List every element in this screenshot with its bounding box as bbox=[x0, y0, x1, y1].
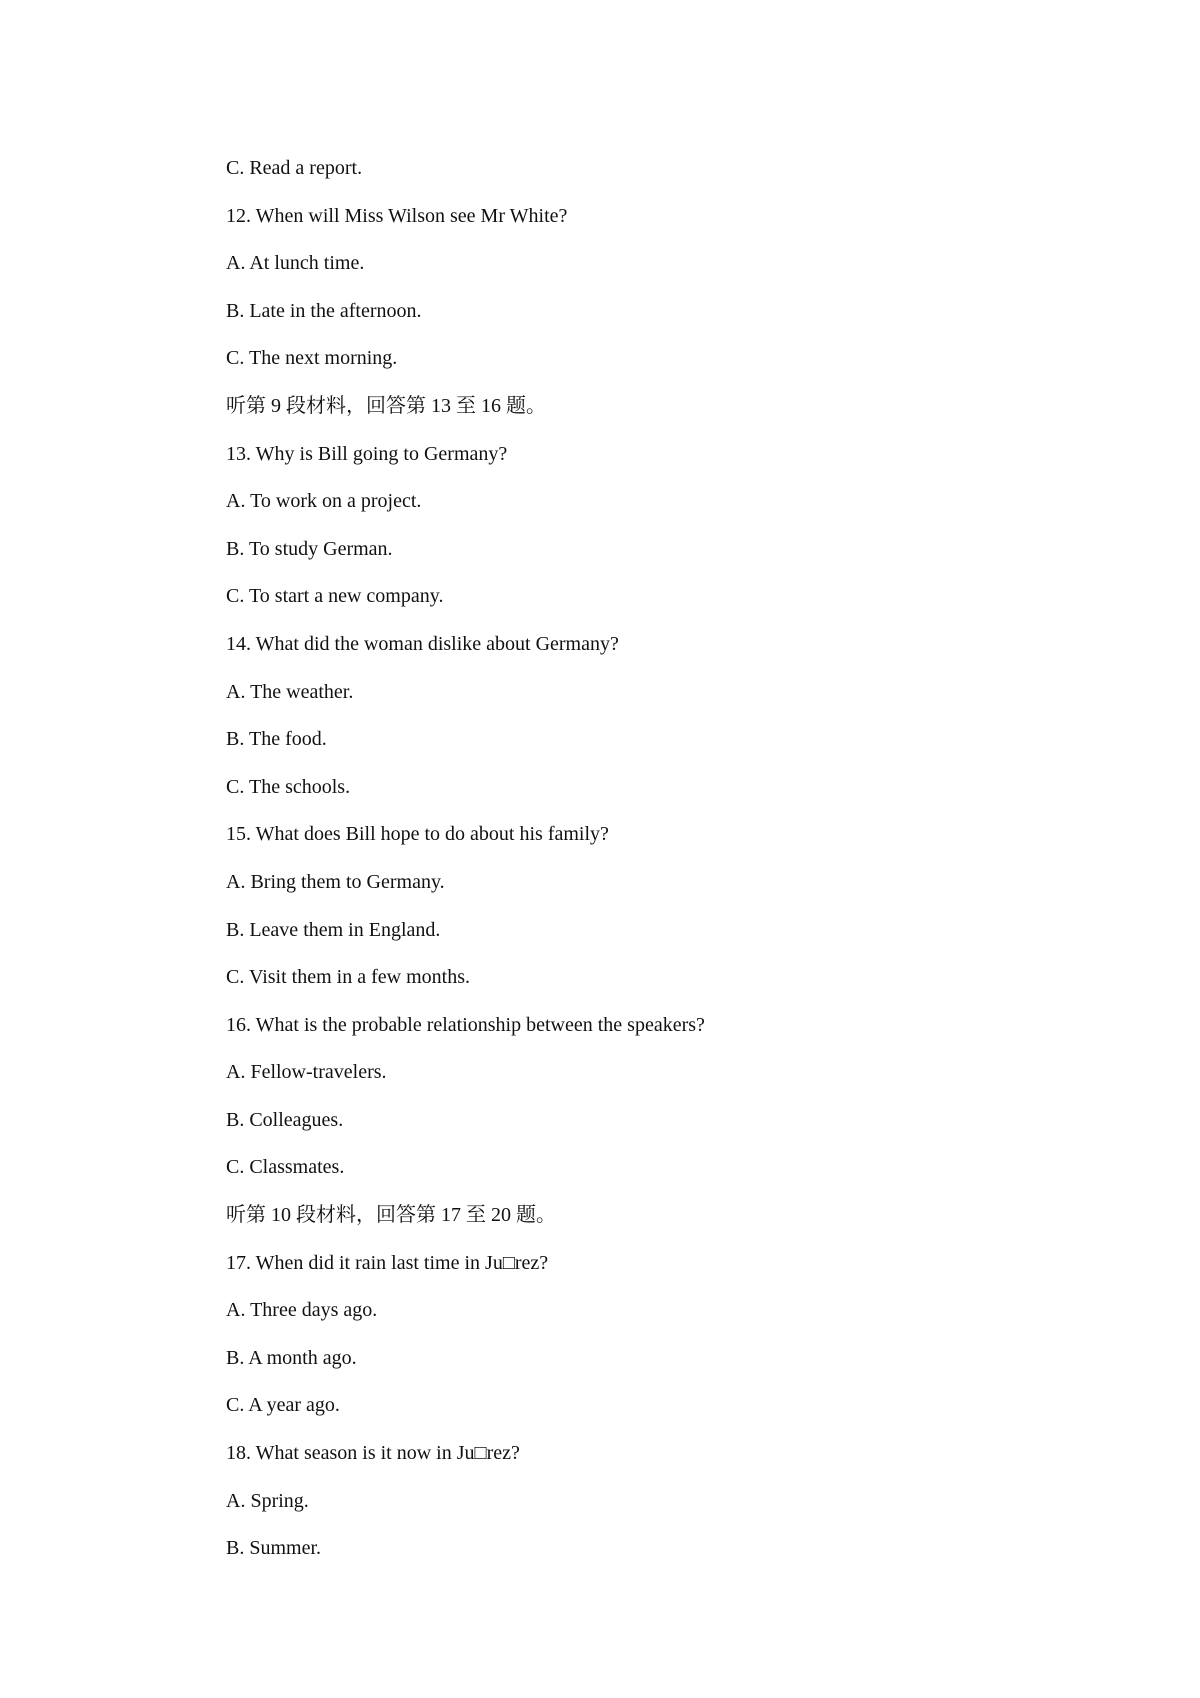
question-line: 13. Why is Bill going to Germany? bbox=[226, 442, 508, 465]
option-line: B. Leave them in England. bbox=[226, 918, 441, 941]
option-line: A. At lunch time. bbox=[226, 252, 365, 275]
option-line: B. A month ago. bbox=[226, 1346, 357, 1369]
option-line: B. Colleagues. bbox=[226, 1108, 344, 1131]
option-line: C. The schools. bbox=[226, 775, 351, 798]
question-line: 16. What is the probable relationship between the speakers? bbox=[226, 1013, 705, 1036]
option-line: A. The weather. bbox=[226, 680, 354, 703]
section-instruction: 听第 9 段材料，回答第 13 至 16 题。 bbox=[226, 394, 546, 417]
option-line: C. The next morning. bbox=[226, 347, 398, 370]
option-line: A. Spring. bbox=[226, 1489, 309, 1512]
question-line: 14. What did the woman dislike about Germany? bbox=[226, 632, 619, 655]
option-line: B. Late in the afternoon. bbox=[226, 299, 422, 322]
section-instruction: 听第 10 段材料，回答第 17 至 20 题。 bbox=[226, 1204, 556, 1227]
option-line: C. Visit them in a few months. bbox=[226, 966, 470, 989]
option-line: C. Classmates. bbox=[226, 1156, 345, 1179]
option-line: B. The food. bbox=[226, 728, 327, 751]
option-line: C. Read a report. bbox=[226, 157, 363, 179]
option-line: B. Summer. bbox=[226, 1537, 322, 1560]
question-list bbox=[226, 156, 705, 1584]
option-line: A. Fellow-travelers. bbox=[226, 1061, 387, 1084]
option-line: A. Three days ago. bbox=[226, 1299, 378, 1322]
question-line: 15. What does Bill hope to do about his family? bbox=[226, 823, 609, 846]
option-line: C. To start a new company. bbox=[226, 585, 444, 608]
question-line: 12. When will Miss Wilson see Mr White? bbox=[226, 204, 568, 227]
option-line: A. To work on a project. bbox=[226, 490, 422, 513]
question-line: 18. What season is it now in Ju□rez? bbox=[226, 1442, 520, 1465]
question-line: 17. When did it rain last time in Ju□rez? bbox=[226, 1251, 549, 1274]
option-line: A. Bring them to Germany. bbox=[226, 870, 445, 893]
option-line: C. A year ago. bbox=[226, 1394, 340, 1417]
option-line: B. To study German. bbox=[226, 537, 393, 560]
